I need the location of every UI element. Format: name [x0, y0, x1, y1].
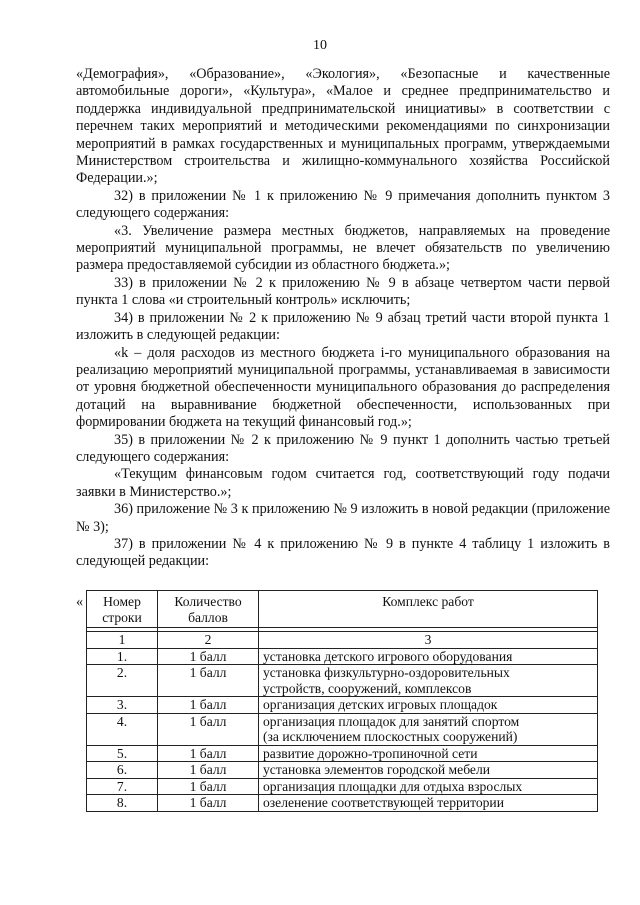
work-line: организация детских игровых площадок	[263, 697, 498, 712]
paragraph: 33) в приложении № 2 к приложению № 9 в абзаце четвертом части первой пункта 1 слова «и строительный контроль» исключить;	[76, 274, 610, 309]
row-number: 4.	[87, 713, 158, 745]
row-number: 7.	[87, 778, 158, 795]
column-number: 1	[87, 632, 158, 649]
table-row	[87, 713, 598, 745]
paragraph: 32) в приложении № 1 к приложению № 9 примечания дополнить пунктом 3 следующего содержания:	[76, 187, 610, 222]
work-line: озеленение соответствующей территории	[263, 795, 504, 810]
table-row	[87, 762, 598, 779]
row-works	[259, 648, 598, 665]
row-number: 5.	[87, 745, 158, 762]
table-row	[87, 648, 598, 665]
row-points: 1 балл	[158, 713, 259, 745]
paragraph: 34) в приложении № 2 к приложению № 9 абзац третий части второй пункта 1 изложить в следующей редакции:	[76, 309, 610, 344]
table-row	[87, 795, 598, 812]
works-table	[86, 590, 598, 812]
paragraph: «k – доля расходов из местного бюджета i-го муниципального образования на реализацию мероприятий муниципальной программы, устанавливаемая в зависимости от уровня бюджетной обеспеченности муниципального образования до распределения дотаций на выравнивание бюджетной обеспеченности, использованных при формировании бюджета на текущий финансовый год.»;	[76, 344, 610, 431]
row-points: 1 балл	[158, 762, 259, 779]
table-open-quote: «	[76, 594, 84, 610]
paragraph: 37) в приложении № 4 к приложению № 9 в пункте 4 таблицу 1 изложить в следующей редакции:	[76, 535, 610, 570]
row-works	[259, 713, 598, 745]
row-points: 1 балл	[158, 697, 259, 714]
table-row	[87, 665, 598, 697]
paragraph: «3. Увеличение размера местных бюджетов, направляемых на проведение мероприятий муниципальной программы, не влечет обязательств по увеличению размера предоставляемой субсидии из областного бюджета.»;	[76, 222, 610, 274]
work-line: организация площадок для занятий спортом	[263, 713, 520, 729]
row-works	[259, 697, 598, 714]
row-number: 8.	[87, 795, 158, 812]
column-number: 2	[158, 632, 259, 649]
work-line: развитие дорожно-тропиночной сети	[263, 745, 478, 761]
work-line: (за исключением плоскостных сооружений)	[263, 729, 518, 744]
work-line: устройств, сооружений, комплексов	[263, 680, 472, 696]
table-row	[87, 745, 598, 762]
paragraph: 36) приложение № 3 к приложению № 9 изложить в новой редакции (приложение № 3);	[76, 501, 610, 535]
row-works	[259, 665, 598, 697]
work-line: установка физкультурно-оздоровительных	[263, 665, 510, 680]
work-line: установка детского игрового оборудования	[263, 648, 513, 664]
row-number: 3.	[87, 697, 158, 714]
paragraph: «Текущим финансовым годом считается год, соответствующий году подачи заявки в Министерство.»;	[76, 466, 610, 500]
table-header-row	[87, 591, 598, 628]
row-points: 1 балл	[158, 648, 259, 665]
table-row	[87, 697, 598, 714]
table-row	[87, 778, 598, 795]
row-number: 1.	[87, 648, 158, 665]
body-text	[76, 66, 610, 571]
row-works	[259, 745, 598, 762]
row-points: 1 балл	[158, 795, 259, 812]
work-line: организация площадки для отдыха взрослых	[263, 778, 523, 794]
row-works	[259, 795, 598, 812]
paragraph: «Демография», «Образование», «Экология», «Безопасные и качественные автомобильные дороги», «Культура», «Малое и среднее предпринимательство и поддержка индивидуальной предпринимательской инициативы» в соответствии с перечнем таких мероприятий и методическими рекомендациями по синхронизации мероприятий в рамках государственных и муниципальных программ, утверждаемыми Министерством строительства и жилищно-коммунального хозяйства Российской Федерации.»;	[76, 66, 610, 187]
row-works	[259, 778, 598, 795]
row-number: 2.	[87, 665, 158, 697]
page-number: 10	[313, 38, 327, 53]
row-number: 6.	[87, 762, 158, 779]
column-number: 3	[259, 632, 598, 649]
row-points: 1 балл	[158, 745, 259, 762]
header-points: Количество баллов	[158, 591, 259, 628]
row-points: 1 балл	[158, 665, 259, 697]
header-row-number: Номер строки	[87, 591, 158, 628]
work-line: установка элементов городской мебели	[263, 762, 491, 777]
header-works: Комплекс работ	[259, 591, 598, 628]
column-numbers-row	[87, 632, 598, 649]
paragraph: 35) в приложении № 2 к приложению № 9 пункт 1 дополнить частью третьей следующего содержания:	[76, 431, 610, 465]
row-works	[259, 762, 598, 779]
row-points: 1 балл	[158, 778, 259, 795]
